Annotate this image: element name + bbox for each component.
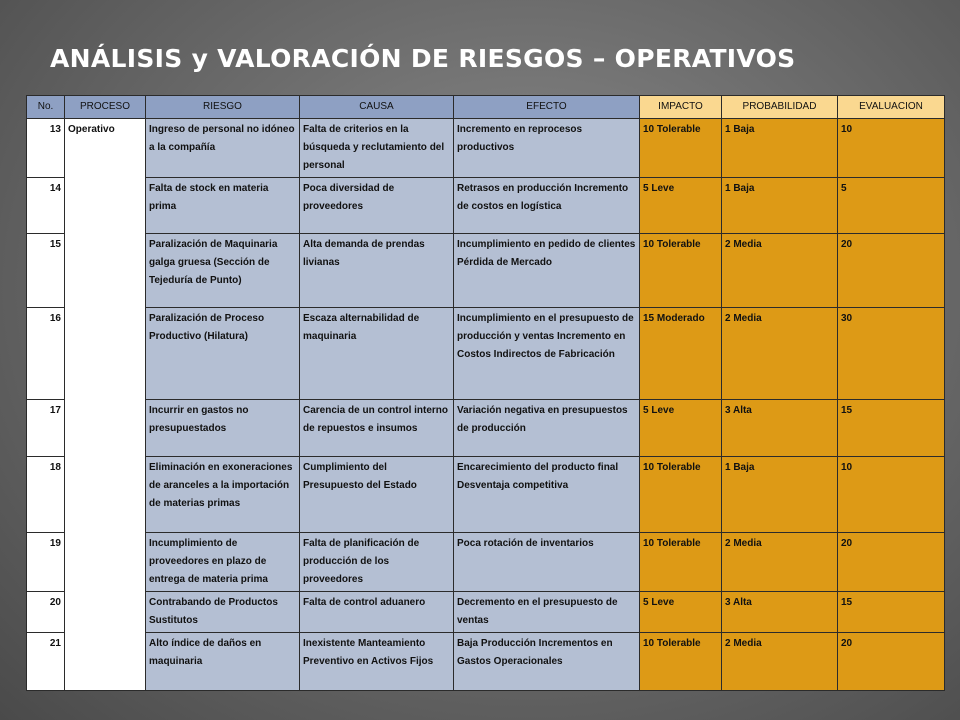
impacto-cell: 5 Leve [640, 592, 722, 633]
proceso-cell: Operativo [65, 119, 146, 691]
impacto-cell: 10 Tolerable [640, 533, 722, 592]
probabilidad-cell: 1 Baja [722, 457, 838, 533]
riesgo-cell: Ingreso de personal no idóneo a la compañía [146, 119, 300, 178]
efecto-cell: Retrasos en producción Incremento de costos en logística [454, 178, 640, 234]
impacto-cell: 10 Tolerable [640, 633, 722, 691]
evaluacion-cell: 10 [838, 457, 945, 533]
riesgo-cell: Eliminación en exoneraciones de aranceles a la importación de materias primas [146, 457, 300, 533]
table-row [27, 533, 945, 592]
causa-cell: Falta de planificación de producción de los proveedores [300, 533, 454, 592]
header-causa: CAUSA [300, 96, 454, 119]
efecto-cell: Incumplimiento en el presupuesto de producción y ventas Incremento en Costos Indirectos de Fabricación [454, 308, 640, 400]
header-no: No. [27, 96, 65, 119]
probabilidad-cell: 1 Baja [722, 119, 838, 178]
causa-cell: Falta de criterios en la búsqueda y reclutamiento del personal [300, 119, 454, 178]
causa-cell: Falta de control aduanero [300, 592, 454, 633]
efecto-cell: Incumplimiento en pedido de clientes Pérdida de Mercado [454, 234, 640, 308]
causa-cell: Inexistente Manteamiento Preventivo en Activos Fijos [300, 633, 454, 691]
probabilidad-cell: 2 Media [722, 308, 838, 400]
evaluacion-cell: 30 [838, 308, 945, 400]
risk-table [26, 95, 945, 691]
header-evaluacion: EVALUACION [838, 96, 945, 119]
impacto-cell: 10 Tolerable [640, 457, 722, 533]
table-row [27, 633, 945, 691]
table-header-row [27, 96, 945, 119]
probabilidad-cell: 2 Media [722, 533, 838, 592]
causa-cell: Poca diversidad de proveedores [300, 178, 454, 234]
table-row [27, 308, 945, 400]
table-row [27, 592, 945, 633]
row-no: 19 [27, 533, 65, 592]
riesgo-cell: Incumplimiento de proveedores en plazo de entrega de materia prima [146, 533, 300, 592]
row-no: 21 [27, 633, 65, 691]
evaluacion-cell: 10 [838, 119, 945, 178]
header-efecto: EFECTO [454, 96, 640, 119]
efecto-cell: Encarecimiento del producto final Desventaja competitiva [454, 457, 640, 533]
row-no: 14 [27, 178, 65, 234]
evaluacion-cell: 20 [838, 533, 945, 592]
efecto-cell: Poca rotación de inventarios [454, 533, 640, 592]
header-probabilidad: PROBABILIDAD [722, 96, 838, 119]
header-riesgo: RIESGO [146, 96, 300, 119]
table-row [27, 119, 945, 178]
evaluacion-cell: 15 [838, 400, 945, 457]
row-no: 16 [27, 308, 65, 400]
probabilidad-cell: 3 Alta [722, 592, 838, 633]
causa-cell: Alta demanda de prendas livianas [300, 234, 454, 308]
causa-cell: Escaza alternabilidad de maquinaria [300, 308, 454, 400]
header-proceso: PROCESO [65, 96, 146, 119]
probabilidad-cell: 2 Media [722, 633, 838, 691]
riesgo-cell: Falta de stock en materia prima [146, 178, 300, 234]
efecto-cell: Variación negativa en presupuestos de producción [454, 400, 640, 457]
riesgo-cell: Paralización de Proceso Productivo (Hilatura) [146, 308, 300, 400]
table-row [27, 234, 945, 308]
impacto-cell: 10 Tolerable [640, 119, 722, 178]
row-no: 18 [27, 457, 65, 533]
row-no: 13 [27, 119, 65, 178]
table-row [27, 178, 945, 234]
efecto-cell: Incremento en reprocesos productivos [454, 119, 640, 178]
efecto-cell: Baja Producción Incrementos en Gastos Operacionales [454, 633, 640, 691]
causa-cell: Cumplimiento del Presupuesto del Estado [300, 457, 454, 533]
impacto-cell: 15 Moderado [640, 308, 722, 400]
riesgo-cell: Contrabando de Productos Sustitutos [146, 592, 300, 633]
riesgo-cell: Incurrir en gastos no presupuestados [146, 400, 300, 457]
probabilidad-cell: 1 Baja [722, 178, 838, 234]
evaluacion-cell: 20 [838, 633, 945, 691]
row-no: 17 [27, 400, 65, 457]
page-title: ANÁLISIS y VALORACIÓN DE RIESGOS – OPERATIVOS [50, 44, 796, 73]
impacto-cell: 10 Tolerable [640, 234, 722, 308]
efecto-cell: Decremento en el presupuesto de ventas [454, 592, 640, 633]
row-no: 20 [27, 592, 65, 633]
impacto-cell: 5 Leve [640, 178, 722, 234]
probabilidad-cell: 3 Alta [722, 400, 838, 457]
causa-cell: Carencia de un control interno de repuestos e insumos [300, 400, 454, 457]
riesgo-cell: Paralización de Maquinaria galga gruesa (Sección de Tejeduría de Punto) [146, 234, 300, 308]
evaluacion-cell: 20 [838, 234, 945, 308]
table-row [27, 400, 945, 457]
impacto-cell: 5 Leve [640, 400, 722, 457]
riesgo-cell: Alto índice de daños en maquinaria [146, 633, 300, 691]
evaluacion-cell: 15 [838, 592, 945, 633]
row-no: 15 [27, 234, 65, 308]
probabilidad-cell: 2 Media [722, 234, 838, 308]
table-row [27, 457, 945, 533]
header-impacto: IMPACTO [640, 96, 722, 119]
evaluacion-cell: 5 [838, 178, 945, 234]
